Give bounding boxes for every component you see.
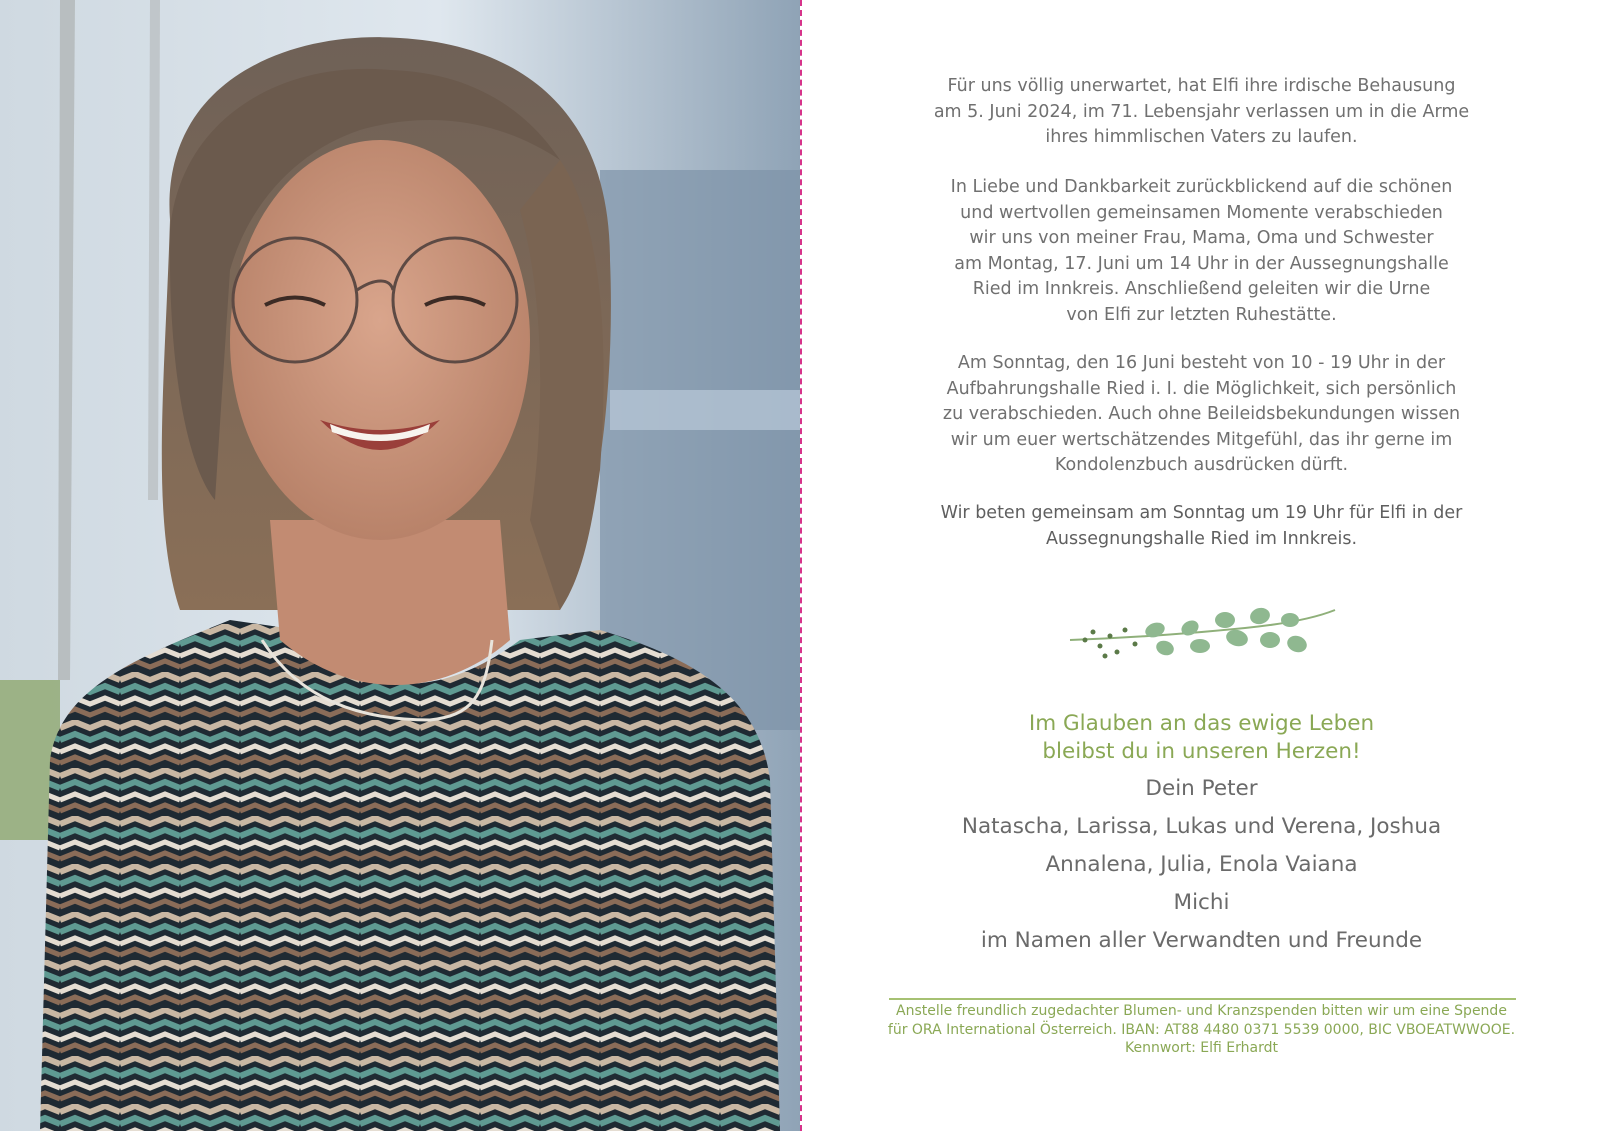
signature-line: Natascha, Larissa, Lukas und Verena, Joshua <box>961 814 1442 839</box>
text-line: am 5. Juni 2024, im 71. Lebensjahr verlassen um in die Arme <box>933 101 1470 122</box>
signature-line: Annalena, Julia, Enola Vaiana <box>1045 852 1358 877</box>
text-line: für ORA International Österreich. IBAN: AT88 4480 0371 5539 0000, BIC VBOEATWWOOE. <box>887 1021 1516 1038</box>
paragraph-viewing <box>803 351 1600 479</box>
text-line: In Liebe und Dankbarkeit zurückblickend auf die schönen <box>950 177 1453 197</box>
text-line: wir uns von meiner Frau, Mama, Oma und Schwester <box>969 228 1434 248</box>
signature-line: im Namen aller Verwandten und Freunde <box>980 928 1423 953</box>
text-line: zu verabschieden. Auch ohne Beileidsbekundungen wissen <box>942 404 1461 424</box>
paragraph-prayer <box>803 501 1600 552</box>
text-line: von Elfi zur letzten Ruhestätte. <box>1066 304 1337 325</box>
paragraph-announcement <box>803 74 1600 151</box>
donation-note <box>803 1002 1600 1058</box>
signature-line: Dein Peter <box>1145 776 1258 801</box>
eucalyptus-sprig-icon <box>1065 600 1340 670</box>
text-line: wir um euer wertschätzendes Mitgefühl, das ihr gerne im <box>950 429 1453 450</box>
text-line: und wertvollen gemeinsamen Momente verabschieden <box>960 202 1443 223</box>
text-line: bleibst du in unseren Herzen! <box>1042 739 1361 764</box>
text-line: Kennwort: Elfi Erhardt <box>1125 1040 1278 1056</box>
text-line: am Montag, 17. Juni um 14 Uhr in der Aussegnungshalle <box>954 253 1449 274</box>
text-line: Für uns völlig unerwartet, hat Elfi ihre irdische Behausung <box>947 76 1456 96</box>
obituary-text-panel <box>803 0 1600 1131</box>
text-line: Kondolenzbuch ausdrücken dürft. <box>1054 455 1349 475</box>
text-line: Am Sonntag, den 16 Juni besteht von 10 - 19 Uhr in der <box>957 353 1446 373</box>
text-line: Im Glauben an das ewige Leben <box>1028 711 1375 736</box>
text-line: Ried im Innkreis. Anschließend geleiten wir die Urne <box>972 279 1431 299</box>
signature-line: Michi <box>1173 890 1230 915</box>
divider <box>889 998 1516 1000</box>
text-line: Wir beten gemeinsam am Sonntag um 19 Uhr für Elfi in der <box>940 503 1463 523</box>
faith-quote <box>803 710 1600 766</box>
text-line: ihres himmlischen Vaters zu laufen. <box>1045 127 1358 147</box>
text-line: Aussegnungshalle Ried im Innkreis. <box>1045 528 1358 549</box>
text-line: Anstelle freundlich zugedachter Blumen- und Kranzspenden bitten wir um eine Spende <box>896 1003 1507 1019</box>
text-line: Aufbahrungshalle Ried i. I. die Möglichkeit, sich persönlich <box>946 378 1457 399</box>
fold-line <box>800 0 802 1131</box>
paragraph-farewell-service <box>803 175 1600 328</box>
